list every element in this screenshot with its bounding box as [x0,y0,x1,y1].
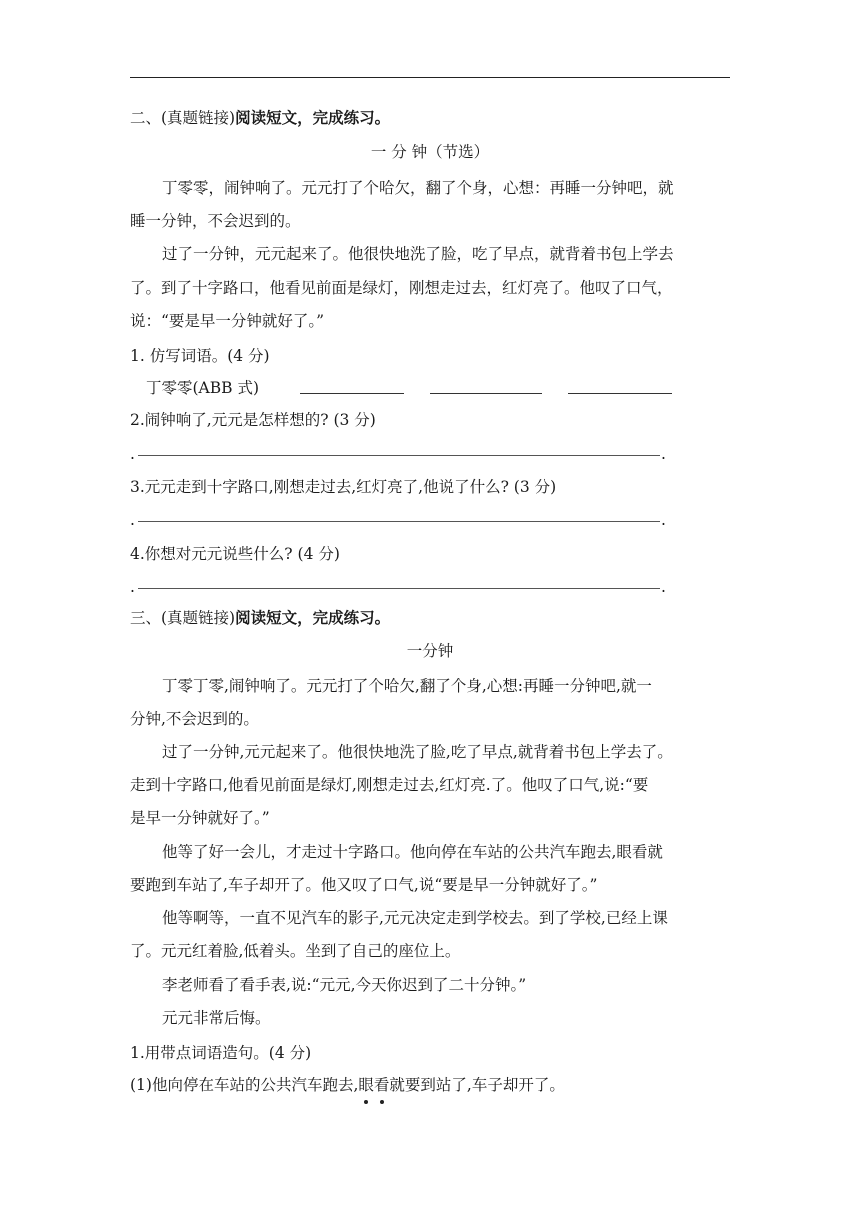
s3-p1-line2: 分钟,不会迟到的。 [130,710,259,728]
section3-heading [130,606,390,628]
s3-p3-line1: 他等了好一会儿，才走过十字路口。他向停在车站的公共汽车跑去,眼看就 [162,843,663,861]
s3-q1-sentence-1 [130,1073,565,1095]
section2-heading [130,106,390,128]
s3-p4-line2: 了。元元红着脸,低着头。坐到了自己的座位上。 [130,942,461,960]
answer-blank-2[interactable] [430,393,542,394]
s3-p2-line1: 过了一分钟,元元起来了。他很快地洗了脸,吃了早点,就背着书包上学去了。 [162,743,673,761]
s3-question-1: 1.用带点词语造句。(4 分) [130,1044,312,1062]
section2-passage-title: 一 分 钟（节选） [370,143,490,161]
s3-p2-line3: 是早一分钟就好了。” [130,809,270,827]
s2-question-1: 1. 仿写词语。(4 分) [130,347,270,365]
s3-p2-line2: 走到十字路口,他看见前面是绿灯,刚想走过去,红灯亮.了。他叹了口气,说:“要 [130,776,649,794]
section2-heading-instruction: 阅读短文，完成练习。 [235,108,391,127]
emphasized-word: 眼看 [358,1073,389,1095]
s3-p6-line1: 元元非常后悔。 [162,1009,271,1027]
s3-p5-line1: 李老师看了看手表,说:“元元,今天你迟到了二十分钟。” [162,976,527,994]
header-rule [130,77,730,78]
emphasis-dot [380,1100,384,1104]
answer-blank-3[interactable] [568,393,672,394]
s2-question-2: 2.闹钟响了,元元是怎样想的? (3 分) [130,411,376,429]
section3-heading-instruction: 阅读短文，完成练习。 [235,608,391,627]
s2-question-4: 4.你想对元元说些什么? (4 分) [130,545,340,563]
s2-p1-line2: 睡一分钟，不会迟到的。 [130,212,301,230]
section2-heading-prefix: 二、(真题链接) [130,109,236,127]
emphasis-dot [364,1100,368,1104]
answer-blank-1[interactable] [300,393,404,394]
s3-q1-sentence-end: 就要到站了,车子却开了。 [389,1076,565,1094]
s2-question-3: 3.元元走到十字路口,刚想走过去,红灯亮了,他说了什么? (3 分) [130,478,557,496]
s2-p1-line1: 丁零零，闹钟响了。元元打了个哈欠，翻了个身，心想：再睡一分钟吧，就 [162,179,674,197]
s3-p4-line1: 他等啊等，一直不见汽车的影子,元元决定走到学校去。到了学校,已经上课 [162,909,668,927]
s3-p3-line2: 要跑到车站了,车子却开了。他又叹了口气,说“要是早一分钟就好了。” [130,876,598,894]
section3-heading-prefix: 三、(真题链接) [130,609,236,627]
s2-q1-example: 丁零零(ABB 式) [146,379,259,397]
s2-p2-line3: 说：“要是早一分钟就好了。” [130,312,325,330]
s3-q1-sentence-start: (1)他向停在车站的公共汽车跑去, [130,1076,359,1094]
s3-p1-line1: 丁零丁零,闹钟响了。元元打了个哈欠,翻了个身,心想:再睡一分钟吧,就一 [162,677,652,695]
s2-p2-line1: 过了一分钟，元元起来了。他很快地洗了脸，吃了早点，就背着书包上学去 [162,245,674,263]
s2-p2-line2: 了。到了十字路口，他看见前面是绿灯，刚想走过去，红灯亮了。他叹了口气， [130,279,673,297]
section3-passage-title: 一分钟 [406,642,454,660]
